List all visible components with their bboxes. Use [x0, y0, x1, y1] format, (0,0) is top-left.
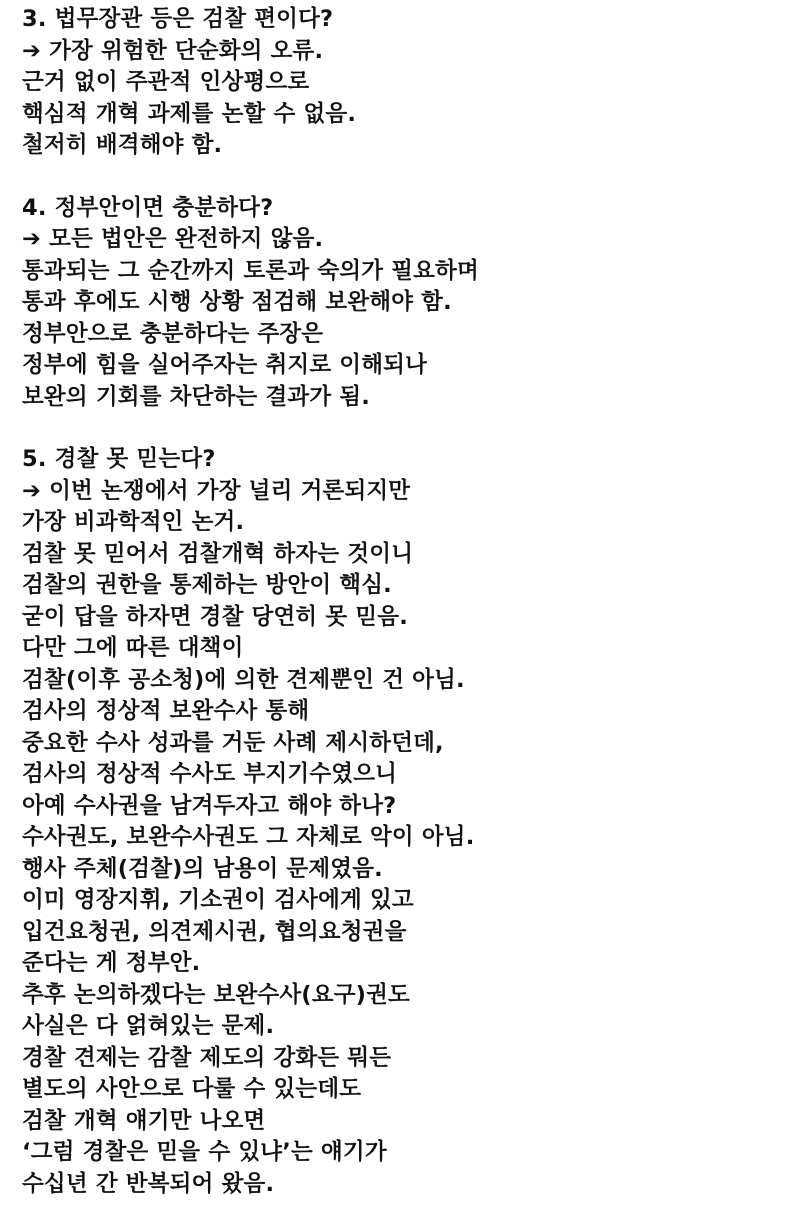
text-line: ➔ 모든 법안은 완전하지 않음.	[22, 226, 324, 252]
section-4	[22, 193, 792, 414]
document-body	[22, 4, 792, 1200]
text-line: 검찰 못 믿어서 검찰개혁 하자는 것이니	[22, 540, 414, 567]
text-line: 정부안으로 충분하다는 주장은	[22, 320, 324, 347]
text-line: 정부에 힘을 실어주자는 취지로 이해되나	[22, 352, 428, 378]
text-line: ➔ 이번 논쟁에서 가장 널리 거론되지만	[22, 477, 411, 504]
text-line: 입건요청권, 의견제시권, 협의요청권을	[22, 918, 407, 945]
text-line: 근거 없이 주관적 인상평으로	[22, 69, 310, 95]
text-line: 통과 후에도 시행 상황 점검해 보완해야 함.	[22, 289, 452, 315]
text-line: 핵심적 개혁 과제를 논할 수 없음.	[22, 100, 357, 127]
text-line: 이미 영장지휘, 기소권이 검사에게 있고	[22, 887, 414, 913]
section-5	[22, 444, 792, 1200]
text-line: 경찰 견제는 감찰 제도의 강화든 뭐든	[22, 1044, 392, 1071]
text-line: ➔ 가장 위험한 단순화의 오류.	[22, 37, 324, 64]
section-heading: 3. 법무장관 등은 검찰 편이다?	[22, 6, 334, 32]
text-line: 검찰의 권한을 통제하는 방안이 핵심.	[22, 572, 392, 598]
section-3	[22, 4, 792, 162]
text-line: 검찰(이후 공소청)에 의한 견제뿐인 건 아님.	[22, 666, 465, 693]
text-line: 통과되는 그 순간까지 토론과 숙의가 필요하며	[22, 257, 479, 284]
section-heading: 5. 경찰 못 믿는다?	[22, 446, 216, 472]
section-heading: 4. 정부안이면 충분하다?	[22, 194, 274, 221]
text-line: 행사 주체(검찰)의 남용이 문제였음.	[22, 855, 383, 882]
text-line: 검사의 정상적 보완수사 통해	[22, 698, 310, 724]
text-line: 굳이 답을 하자면 경찰 당연히 못 믿음.	[22, 603, 408, 630]
text-line: 철저히 배격해야 함.	[22, 132, 223, 158]
text-line: 다만 그에 따른 대책이	[22, 635, 244, 661]
text-line: 중요한 수사 성과를 거둔 사례 제시하던데,	[22, 729, 444, 756]
text-line: 수십년 간 반복되어 왔음.	[22, 1170, 275, 1197]
text-line: 사실은 다 얽혀있는 문제.	[22, 1013, 275, 1039]
text-line: 아예 수사권을 남겨두자고 해야 하나?	[22, 792, 397, 819]
text-line: 수사권도, 보완수사권도 그 자체로 악이 아님.	[22, 824, 475, 850]
text-line: 보완의 기회를 차단하는 결과가 됨.	[22, 383, 370, 410]
text-line: ‘그럼 경찰은 믿을 수 있냐’는 얘기가	[22, 1139, 387, 1165]
text-line: 가장 비과학적인 논거.	[22, 509, 245, 535]
text-line: 준다는 게 정부안.	[22, 950, 201, 976]
text-line: 검찰 개혁 얘기만 나오면	[22, 1107, 266, 1134]
text-line: 검사의 정상적 수사도 부지기수였으니	[22, 761, 398, 787]
text-line: 추후 논의하겠다는 보완수사(요구)권도	[22, 981, 410, 1008]
text-line: 별도의 사안으로 다룰 수 있는데도	[22, 1076, 362, 1102]
